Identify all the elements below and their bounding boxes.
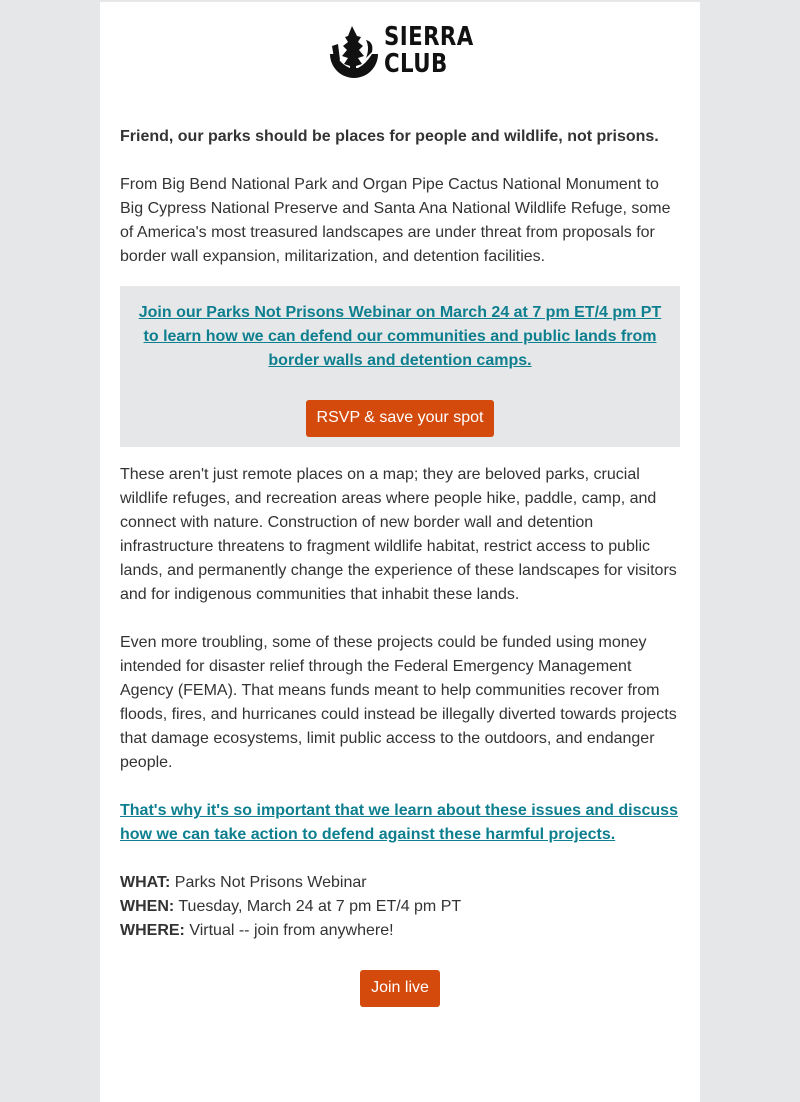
join-live-button[interactable]: Join live <box>360 970 440 1007</box>
sierra-club-logo[interactable] <box>326 24 476 82</box>
cta-link[interactable]: That's why it's so important that we learn about these issues and discuss how we can take action to defend against these harmful projects. <box>120 802 678 843</box>
what-value: Parks Not Prisons Webinar <box>170 874 367 891</box>
logo-line-club: CLUB <box>384 49 448 79</box>
detail-what <box>120 871 367 895</box>
what-label: WHAT: <box>120 874 171 891</box>
webinar-callout <box>120 286 680 447</box>
when-value: Tuesday, March 24 at 7 pm ET/4 pm PT <box>174 898 462 915</box>
email-card <box>100 2 700 1102</box>
fema-paragraph: Even more troubling, some of these projects could be funded using money intended for disaster relief through the Federal Emergency Management Agency (FEMA). That means funds meant to help communities recover from floods, fires, and hurricanes could instead be illegally diverted towards projects that damage ecosystems, limit public access to the outdoors, and endanger people. <box>120 634 677 771</box>
detail-where <box>120 919 394 943</box>
where-value: Virtual -- join from anywhere! <box>184 922 394 939</box>
where-label: WHERE: <box>120 922 185 939</box>
logo-wordmark <box>384 24 474 78</box>
rsvp-button[interactable]: RSVP & save your spot <box>306 400 494 437</box>
cta-paragraph <box>120 799 680 847</box>
threat-paragraph: These aren't just remote places on a map; they are beloved parks, crucial wildlife refuges, and recreation areas where people hike, paddle, camp, and connect with nature. Construction of new border wall and detention infrastructure threatens to fragment wildlife habitat, restrict access to public lands, and permanently change the experience of these landscapes for visitors and for indigenous communities that inhabit these lands. <box>120 466 677 603</box>
webinar-link[interactable]: Join our Parks Not Prisons Webinar on March 24 at 7 pm ET/4 pm PT to learn how we can defend our communities and public lands from border walls and detention camps. <box>138 304 662 369</box>
logo-line-sierra: SIERRA <box>384 22 474 52</box>
redwood-tree-icon <box>326 24 382 80</box>
detail-when <box>120 895 461 919</box>
when-label: WHEN: <box>120 898 175 915</box>
intro-paragraph: From Big Bend National Park and Organ Pipe Cactus National Monument to Big Cypress National Preserve and Santa Ana National Wildlife Refuge, some of America's most treasured landscapes are under threat from proposals for border wall expansion, militarization, and detention facilities. <box>120 176 671 265</box>
greeting-heading: Friend, our parks should be places for people and wildlife, not prisons. <box>120 128 659 145</box>
